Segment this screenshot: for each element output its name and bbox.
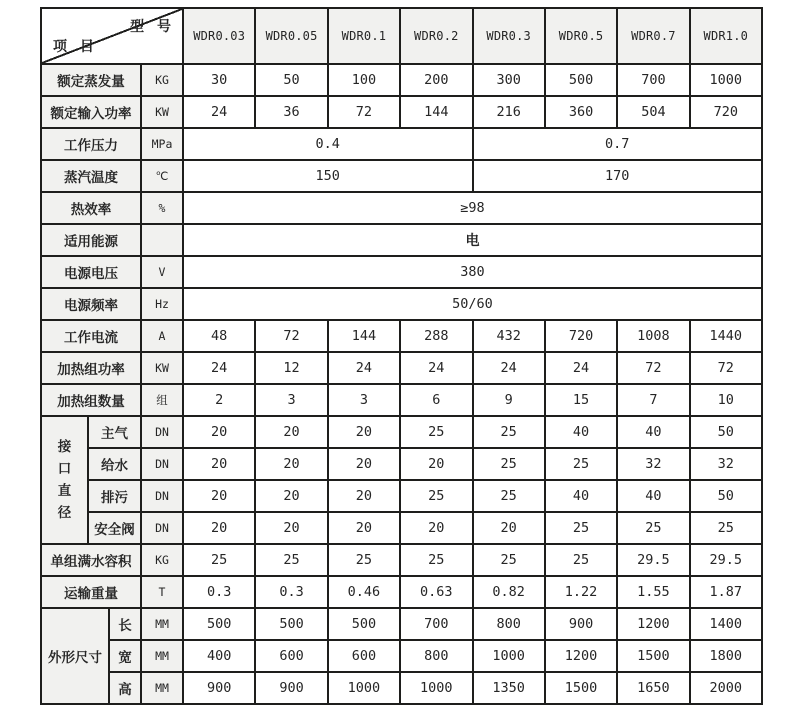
value-cell: 20 [255, 448, 327, 480]
model-header-cell: WDR0.5 [545, 8, 617, 64]
value-cell: 0.46 [328, 576, 400, 608]
value-cell: 600 [255, 640, 327, 672]
row-label: 电源电压 [41, 256, 141, 288]
value-cell: 1.22 [545, 576, 617, 608]
unit-cell: 组 [141, 384, 183, 416]
value-cell: 20 [255, 512, 327, 544]
unit-cell: MM [141, 640, 183, 672]
value-cell: 144 [400, 96, 472, 128]
value-cell: 20 [328, 448, 400, 480]
value-cell: 1008 [617, 320, 689, 352]
value-cell: 100 [328, 64, 400, 96]
unit-cell: KW [141, 96, 183, 128]
value-cell: 25 [617, 512, 689, 544]
value-cell: 500 [545, 64, 617, 96]
table-row [41, 544, 762, 576]
value-cell-merged: 170 [473, 160, 763, 192]
value-cell: 40 [617, 480, 689, 512]
value-cell: 1000 [328, 672, 400, 704]
value-cell: 700 [400, 608, 472, 640]
value-cell: 216 [473, 96, 545, 128]
table-row [41, 448, 762, 480]
table-row [41, 160, 762, 192]
value-cell: 20 [400, 512, 472, 544]
table-row [41, 224, 762, 256]
table-row [41, 640, 762, 672]
value-cell: 288 [400, 320, 472, 352]
model-header-cell: WDR0.2 [400, 8, 472, 64]
value-cell: 25 [328, 544, 400, 576]
value-cell: 1800 [690, 640, 762, 672]
value-cell: 1200 [617, 608, 689, 640]
unit-cell: MM [141, 608, 183, 640]
value-cell: 500 [183, 608, 255, 640]
value-cell: 1.55 [617, 576, 689, 608]
value-cell: 0.3 [183, 576, 255, 608]
value-cell: 1650 [617, 672, 689, 704]
value-cell: 20 [183, 512, 255, 544]
value-cell: 200 [400, 64, 472, 96]
value-cell: 50 [690, 416, 762, 448]
table-row [41, 192, 762, 224]
value-cell: 0.82 [473, 576, 545, 608]
value-cell: 25 [545, 512, 617, 544]
corner-label-item: 项 目 [53, 38, 94, 54]
row-label: 热效率 [41, 192, 141, 224]
spec-table [40, 7, 763, 705]
value-cell: 3 [328, 384, 400, 416]
row-label: 加热组功率 [41, 352, 141, 384]
value-cell: 29.5 [617, 544, 689, 576]
model-header-cell: WDR1.0 [690, 8, 762, 64]
value-cell: 300 [473, 64, 545, 96]
value-cell: 432 [473, 320, 545, 352]
sub-row-label: 主气 [88, 416, 141, 448]
table-row [41, 288, 762, 320]
value-cell: 1.87 [690, 576, 762, 608]
table-row [41, 608, 762, 640]
value-cell: 20 [328, 480, 400, 512]
row-label: 电源频率 [41, 288, 141, 320]
row-label: 适用能源 [41, 224, 141, 256]
table-row [41, 128, 762, 160]
row-label: 蒸汽温度 [41, 160, 141, 192]
value-cell: 25 [255, 544, 327, 576]
unit-cell: KW [141, 352, 183, 384]
sub-row-label: 高 [109, 672, 141, 704]
value-cell: 72 [255, 320, 327, 352]
value-cell: 720 [545, 320, 617, 352]
row-label: 加热组数量 [41, 384, 141, 416]
unit-cell: KG [141, 64, 183, 96]
value-cell: 50 [255, 64, 327, 96]
sub-row-label: 宽 [109, 640, 141, 672]
table-row [41, 512, 762, 544]
value-cell: 20 [183, 480, 255, 512]
value-cell: 20 [400, 448, 472, 480]
value-cell-merged: 380 [183, 256, 762, 288]
unit-cell: V [141, 256, 183, 288]
unit-cell: T [141, 576, 183, 608]
value-cell: 500 [328, 608, 400, 640]
value-cell-merged: 电 [183, 224, 762, 256]
corner-label-model: 型 号 [130, 18, 171, 34]
value-cell: 900 [183, 672, 255, 704]
model-header-cell: WDR0.03 [183, 8, 255, 64]
value-cell: 700 [617, 64, 689, 96]
value-cell: 10 [690, 384, 762, 416]
value-cell: 2000 [690, 672, 762, 704]
unit-cell: DN [141, 512, 183, 544]
table-row [41, 672, 762, 704]
value-cell: 1440 [690, 320, 762, 352]
table-row [41, 320, 762, 352]
value-cell: 25 [545, 448, 617, 480]
group-label-text: 接口直径 [57, 439, 72, 520]
value-cell-merged: ≥98 [183, 192, 762, 224]
value-cell: 900 [255, 672, 327, 704]
value-cell: 3 [255, 384, 327, 416]
value-cell: 25 [473, 544, 545, 576]
value-cell: 25 [400, 544, 472, 576]
corner-header-cell [41, 8, 183, 64]
value-cell: 24 [183, 96, 255, 128]
model-header-cell: WDR0.1 [328, 8, 400, 64]
value-cell: 25 [183, 544, 255, 576]
sub-row-label: 给水 [88, 448, 141, 480]
value-cell: 24 [400, 352, 472, 384]
group-label-dimensions: 外形尺寸 [41, 608, 109, 704]
value-cell: 1350 [473, 672, 545, 704]
value-cell-merged: 150 [183, 160, 473, 192]
value-cell: 32 [690, 448, 762, 480]
value-cell: 20 [473, 512, 545, 544]
value-cell: 25 [545, 544, 617, 576]
unit-cell: % [141, 192, 183, 224]
value-cell: 500 [255, 608, 327, 640]
value-cell: 24 [545, 352, 617, 384]
unit-cell: DN [141, 416, 183, 448]
value-cell: 25 [473, 480, 545, 512]
model-header-cell: WDR0.05 [255, 8, 327, 64]
value-cell: 48 [183, 320, 255, 352]
header-row [41, 8, 762, 64]
table-row [41, 384, 762, 416]
row-label: 单组满水容积 [41, 544, 141, 576]
value-cell: 72 [617, 352, 689, 384]
value-cell: 25 [473, 416, 545, 448]
value-cell: 0.63 [400, 576, 472, 608]
row-label: 工作压力 [41, 128, 141, 160]
value-cell: 20 [183, 416, 255, 448]
table-row [41, 480, 762, 512]
value-cell: 800 [400, 640, 472, 672]
value-cell: 20 [328, 512, 400, 544]
unit-cell: MPa [141, 128, 183, 160]
value-cell: 25 [400, 480, 472, 512]
value-cell: 40 [617, 416, 689, 448]
value-cell: 9 [473, 384, 545, 416]
value-cell: 144 [328, 320, 400, 352]
value-cell-merged: 50/60 [183, 288, 762, 320]
value-cell: 360 [545, 96, 617, 128]
value-cell: 900 [545, 608, 617, 640]
value-cell: 20 [255, 416, 327, 448]
value-cell: 25 [400, 416, 472, 448]
model-header-cell: WDR0.3 [473, 8, 545, 64]
value-cell: 50 [690, 480, 762, 512]
value-cell: 800 [473, 608, 545, 640]
row-label: 额定蒸发量 [41, 64, 141, 96]
value-cell: 7 [617, 384, 689, 416]
value-cell: 30 [183, 64, 255, 96]
unit-cell: Hz [141, 288, 183, 320]
value-cell: 1000 [690, 64, 762, 96]
table-row [41, 256, 762, 288]
value-cell: 72 [690, 352, 762, 384]
value-cell: 24 [328, 352, 400, 384]
unit-cell: DN [141, 448, 183, 480]
sub-row-label: 安全阀 [88, 512, 141, 544]
unit-cell [141, 224, 183, 256]
sub-row-label: 排污 [88, 480, 141, 512]
value-cell: 12 [255, 352, 327, 384]
unit-cell: DN [141, 480, 183, 512]
value-cell: 15 [545, 384, 617, 416]
value-cell: 32 [617, 448, 689, 480]
value-cell: 40 [545, 416, 617, 448]
value-cell: 25 [690, 512, 762, 544]
value-cell: 36 [255, 96, 327, 128]
value-cell: 504 [617, 96, 689, 128]
value-cell: 2 [183, 384, 255, 416]
row-label: 额定输入功率 [41, 96, 141, 128]
unit-cell: A [141, 320, 183, 352]
value-cell-merged: 0.4 [183, 128, 473, 160]
value-cell: 600 [328, 640, 400, 672]
value-cell: 1400 [690, 608, 762, 640]
row-label: 运输重量 [41, 576, 141, 608]
value-cell: 25 [473, 448, 545, 480]
value-cell-merged: 0.7 [473, 128, 763, 160]
unit-cell: KG [141, 544, 183, 576]
table-row [41, 576, 762, 608]
value-cell: 1500 [545, 672, 617, 704]
group-label-interface [41, 416, 88, 544]
value-cell: 29.5 [690, 544, 762, 576]
unit-cell: MM [141, 672, 183, 704]
value-cell: 400 [183, 640, 255, 672]
value-cell: 1000 [400, 672, 472, 704]
sub-row-label: 长 [109, 608, 141, 640]
value-cell: 0.3 [255, 576, 327, 608]
table-row [41, 96, 762, 128]
table-row [41, 416, 762, 448]
value-cell: 1000 [473, 640, 545, 672]
value-cell: 720 [690, 96, 762, 128]
unit-cell: ℃ [141, 160, 183, 192]
row-label: 工作电流 [41, 320, 141, 352]
value-cell: 72 [328, 96, 400, 128]
value-cell: 1200 [545, 640, 617, 672]
table-row [41, 64, 762, 96]
value-cell: 20 [328, 416, 400, 448]
value-cell: 1500 [617, 640, 689, 672]
model-header-cell: WDR0.7 [617, 8, 689, 64]
value-cell: 24 [473, 352, 545, 384]
value-cell: 40 [545, 480, 617, 512]
value-cell: 20 [255, 480, 327, 512]
value-cell: 20 [183, 448, 255, 480]
value-cell: 6 [400, 384, 472, 416]
value-cell: 24 [183, 352, 255, 384]
table-row [41, 352, 762, 384]
